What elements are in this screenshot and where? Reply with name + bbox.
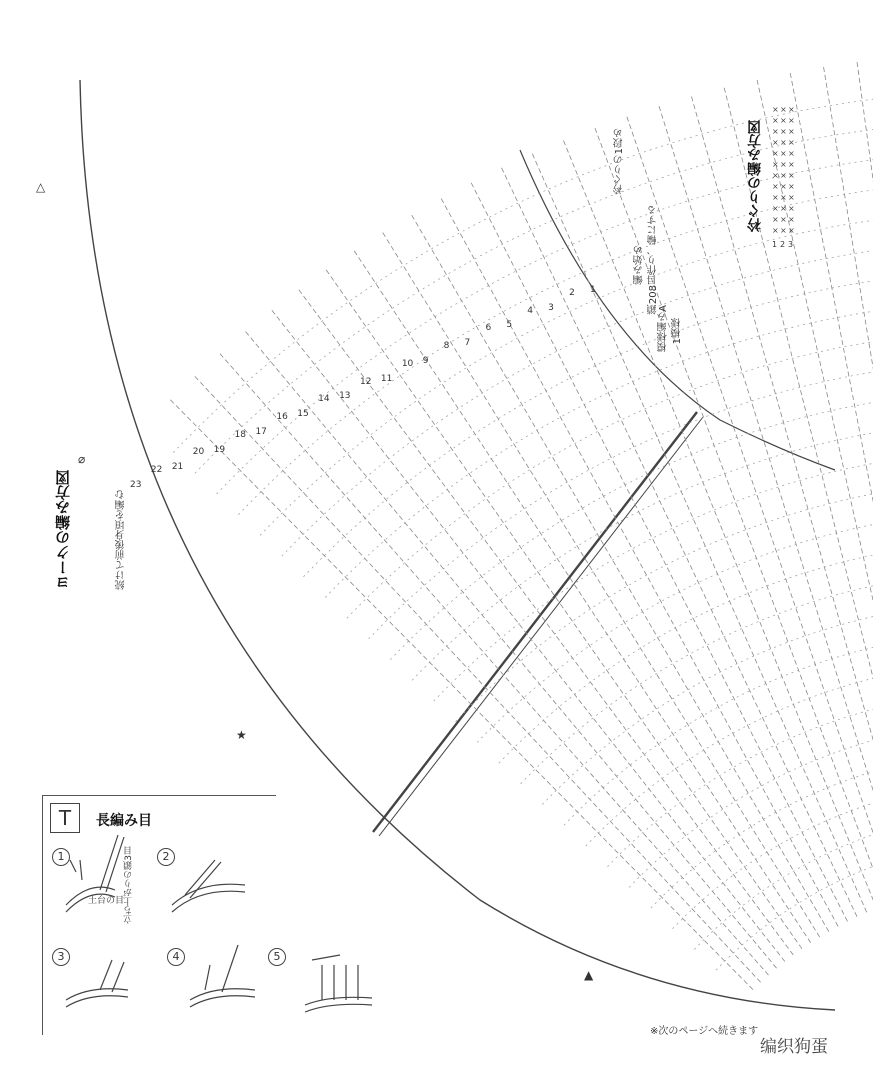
- collar-stitch-mark: ×: [780, 138, 787, 147]
- collar-stitch-mark: ×: [772, 149, 779, 158]
- collar-stitch-mark: ×: [780, 171, 787, 180]
- start-note-1: 編み始め: [634, 245, 645, 285]
- row-number-label: 2: [569, 287, 575, 298]
- stitch-column: [382, 232, 820, 937]
- collar-stitch-mark: ×: [772, 215, 779, 224]
- row-number-label: 22: [150, 465, 163, 476]
- collar-row-label: 3: [788, 240, 794, 249]
- collar-chart-title: 衿ぐりの編み方図: [747, 120, 763, 232]
- stitch-round: [282, 240, 873, 556]
- collar-stitch-mark: ×: [788, 149, 795, 158]
- step-4-badge: 4: [167, 948, 185, 966]
- stitch-round: [521, 570, 873, 784]
- stitch-round: [325, 300, 873, 598]
- stitch-round: [390, 390, 873, 660]
- row-number-label: 23: [130, 480, 142, 490]
- stitch-round: [303, 270, 873, 577]
- collar-stitch-mark: ×: [780, 105, 787, 114]
- stitch-column: [790, 72, 873, 887]
- collar-stitch-mark: ×: [788, 193, 795, 202]
- turning-chain-label: 立ち上がりの鎖3目: [124, 846, 134, 924]
- collar-stitch-mark: ×: [788, 160, 795, 169]
- row-number-label: 3: [548, 302, 554, 313]
- collar-stitch-mark: ×: [788, 171, 795, 180]
- row-number-label: 16: [276, 411, 288, 422]
- row-number-label: 7: [464, 338, 471, 349]
- pattern-a-note-1: 模様編みA: [658, 305, 669, 352]
- collar-stitch-mark: ×: [772, 127, 779, 136]
- collar-stitch-mark: ×: [780, 204, 787, 213]
- stitch-round: [673, 780, 873, 929]
- collar-stitch-mark: ×: [788, 127, 795, 136]
- stitch-column: [219, 353, 768, 975]
- collar-stitch-mark: ×: [780, 160, 787, 169]
- base-stitch-label: 土台の目: [88, 896, 125, 906]
- collar-stitch-mark: ×: [780, 182, 787, 191]
- row-number-label: 17: [255, 426, 267, 437]
- triangle-open-marker: △: [36, 180, 46, 194]
- collar-stitch-mark: ×: [772, 105, 779, 114]
- step-2-badge: 2: [157, 848, 175, 866]
- collar-stitch-mark: ×: [772, 160, 779, 169]
- collar-stitch-mark: ×: [788, 138, 795, 147]
- triangle-filled-marker: ▲: [584, 968, 594, 982]
- collar-row-label: 2: [780, 240, 786, 249]
- collar-stitch-mark: ×: [772, 193, 779, 202]
- stitch-column: [441, 198, 838, 927]
- stitch-column: [659, 105, 873, 897]
- row-number-label: 20: [192, 447, 205, 458]
- collar-stitch-mark: ×: [772, 116, 779, 125]
- collar-stitch-mark: ×: [788, 226, 795, 235]
- stitch-round: [412, 420, 873, 680]
- pattern-a-note-2: 1模様: [672, 318, 683, 345]
- stitch-name-label: 長編み目: [96, 813, 152, 829]
- collar-stitch-mark: ×: [788, 182, 795, 191]
- stitch-round: [260, 210, 873, 535]
- stitch-column: [532, 153, 867, 912]
- row-number-label: 1: [590, 285, 596, 295]
- collar-stitch-mark: ×: [780, 116, 787, 125]
- collar-stitch-mark: ×: [772, 226, 779, 235]
- stitch-round: [369, 360, 873, 639]
- stitch-legend-lower: [42, 915, 291, 1035]
- row-number-label: 6: [485, 323, 492, 334]
- stitch-round: [347, 330, 873, 618]
- collar-stitch-mark: ×: [772, 138, 779, 147]
- collar-stitch-mark: ×: [788, 215, 795, 224]
- step-5-badge: 5: [268, 948, 286, 966]
- collar-stitch-mark: ×: [788, 105, 795, 114]
- row-number-label: 5: [506, 320, 513, 331]
- watermark: 编织狗蛋: [760, 1037, 828, 1057]
- stitch-round: [564, 630, 873, 825]
- row-number-label: 11: [380, 373, 393, 384]
- row-number-label: 18: [234, 429, 246, 440]
- treble-symbol-icon: T: [50, 803, 80, 833]
- stitch-column: [501, 167, 857, 917]
- row-number-label: 13: [339, 391, 351, 402]
- stitch-column: [354, 250, 811, 943]
- row-number-label: 12: [360, 376, 372, 387]
- collar-stitch-mark: ×: [788, 204, 795, 213]
- row-number-label: 19: [213, 444, 226, 455]
- stitch-column: [194, 373, 760, 983]
- stitch-column: [823, 66, 873, 885]
- collar-round1-note: 衿ぐりの1段め: [614, 128, 625, 195]
- star-marker: ★: [236, 728, 247, 742]
- stitch-column: [595, 127, 873, 904]
- collar-stitch-mark: ×: [780, 226, 787, 235]
- next-page-note: ※次のページへ続きます: [650, 1026, 759, 1037]
- collar-stitch-mark: ×: [788, 116, 795, 125]
- collar-stitch-mark: ×: [772, 182, 779, 191]
- row-number-label: 15: [297, 409, 309, 420]
- stitch-column: [271, 309, 785, 961]
- pattern-separator-line: [373, 412, 697, 832]
- stitch-column: [326, 269, 802, 949]
- stitch-round: [477, 510, 873, 742]
- continue-body-note: 続けて前後身頃を編む: [116, 490, 127, 590]
- collar-stitch-mark: ×: [780, 193, 787, 202]
- stitch-round: [542, 600, 873, 805]
- step-3-badge: 3: [52, 948, 70, 966]
- stitch-round: [651, 750, 873, 908]
- start-note-2: 鎖208目作り、輪にする: [648, 205, 659, 315]
- row-number-label: 4: [527, 305, 533, 316]
- collar-stitch-mark: ×: [780, 149, 787, 158]
- collar-stitch-grid: [772, 105, 795, 235]
- stitch-column: [857, 61, 873, 883]
- yoke-chart-title: ヨークの編み方図: [54, 470, 72, 590]
- collar-stitch-mark: ×: [780, 127, 787, 136]
- empty-set-marker: ⌀: [78, 452, 86, 466]
- collar-stitch-mark: ×: [772, 204, 779, 213]
- stitch-round: [499, 540, 873, 763]
- collar-stitch-mark: ×: [772, 171, 779, 180]
- collar-stitch-mark: ×: [780, 215, 787, 224]
- stitch-column: [298, 289, 793, 955]
- row-number-label: 9: [422, 355, 429, 366]
- row-number-label: 21: [171, 462, 184, 473]
- stitch-column: [245, 331, 777, 968]
- row-number-label: 10: [401, 358, 414, 369]
- collar-row-label: 1: [772, 240, 778, 249]
- step-1-badge: 1: [52, 848, 70, 866]
- row-number-label: 8: [443, 341, 450, 352]
- row-number-label: 14: [318, 394, 330, 405]
